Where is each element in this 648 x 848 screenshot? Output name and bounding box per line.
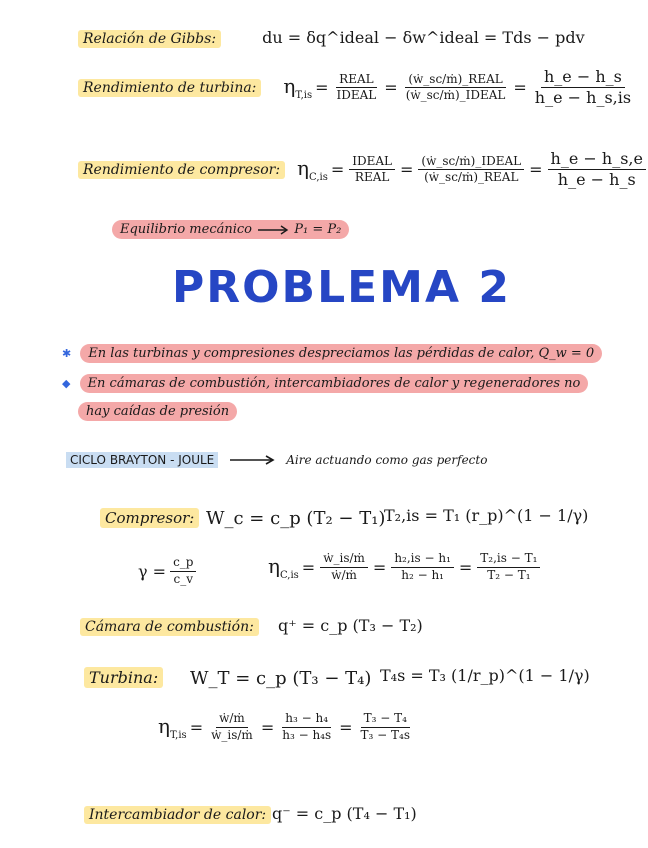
turbine-efficiency-label: Rendimiento de turbina: bbox=[78, 79, 261, 97]
turbine-eta: $\eta_{T,is}$ bbox=[283, 74, 313, 102]
turbine-isentropic-temp: T₄s = T₃ (1/r_p)^(1 − 1/γ) bbox=[380, 666, 590, 685]
gibbs-row bbox=[78, 28, 585, 47]
heat-exchanger-equation: q⁻ = c_p (T₄ − T₁) bbox=[272, 804, 417, 823]
turbine-frac-3: $\frac{h\_e - h\_s}{h\_e - h\_s,is}$ bbox=[534, 67, 632, 108]
compressor-label: Compresor: bbox=[100, 508, 199, 527]
compressor-eta-equation: $\eta_{C,is}$ = $\frac{\text{ẇ\_is/ṁ}}{\text{ẇ/ṁ}}$ = $\frac{\text{h₂,is − h₁}}{\text{h₂ − h₁}}$ = $\frac{\text{T₂,is − T₁}}{\text{T₂ − T₁}}$ bbox=[268, 552, 542, 583]
gibbs-equation: du = δq^ideal − δw^ideal = Tds − pdv bbox=[262, 28, 585, 47]
equilibrium-row bbox=[112, 218, 349, 237]
equilibrium-pill bbox=[112, 220, 349, 239]
star-bullet-icon: ✱ bbox=[62, 347, 72, 360]
compressor-frac-3: $\frac{h\_e - h\_s,e}{h\_e - h\_s}$ bbox=[548, 150, 646, 190]
turbine-efficiency-row: Rendimiento de turbina: $\eta_{T,is}$ = $\frac{\text{REAL}}{\text{IDEAL}}$ = $\frac{\text{(ẇ\_sc/ṁ)\_REAL}}{\text{(ẇ\_sc/ṁ)\_IDEAL}}$ = $\frac{h\_e - h\_s}{h\_e - h\_s,is}$ bbox=[78, 68, 636, 108]
gamma-definition: γ = $\frac{c\_p}{c\_v}$ bbox=[138, 556, 198, 587]
cycle-label: CICLO BRAYTON - JOULE bbox=[66, 452, 218, 468]
equilibrium-equation: P₁ = P₂ bbox=[294, 222, 342, 237]
compressor-efficiency-label: Rendimiento de compresor: bbox=[78, 161, 285, 179]
compressor-frac-1: $\frac{\text{IDEAL}}{\text{REAL}}$ bbox=[349, 155, 395, 186]
turbine-label: Turbina: bbox=[84, 668, 163, 687]
note-1: ✱ En las turbinas y compresiones despreciamos las pérdidas de calor, Q_w = 0 bbox=[62, 342, 602, 361]
compressor-eta: $\eta_{C,is}$ bbox=[297, 156, 328, 184]
cycle-row bbox=[66, 452, 487, 468]
combustion-chamber-equation: q⁺ = c_p (T₃ − T₂) bbox=[278, 616, 423, 635]
page-title: PROBLEMA 2 bbox=[172, 262, 511, 313]
combustion-chamber-label: Cámara de combustión: bbox=[80, 616, 259, 635]
diamond-bullet-icon: ◆ bbox=[62, 377, 71, 390]
turbine-work-equation: W_T = c_p (T₃ − T₄) bbox=[190, 668, 372, 689]
gibbs-label: Relación de Gibbs: bbox=[78, 30, 221, 48]
turbine-frac-2: $\frac{\text{(ẇ\_sc/ṁ)\_REAL}}{\text{(ẇ\_sc/ṁ)\_IDEAL}}$ bbox=[405, 71, 506, 103]
turbine-frac-1: $\frac{\text{REAL}}{\text{IDEAL}}$ bbox=[336, 71, 377, 103]
heat-exchanger-label: Intercambiador de calor: bbox=[84, 804, 271, 823]
arrow-right-icon bbox=[228, 455, 276, 465]
cycle-description: Aire actuando como gas perfecto bbox=[286, 453, 488, 467]
compressor-work-equation: W_c = c_p (T₂ − T₁) bbox=[206, 508, 386, 529]
compressor-efficiency-row: Rendimiento de compresor: $\eta_{C,is}$ = $\frac{\text{IDEAL}}{\text{REAL}}$ = $\frac{\text{(ẇ\_sc/ṁ)\_IDEAL}}{\text{(ẇ\_sc/ṁ)\_REAL}}$ = $\frac{h\_e - h\_s,e}{h\_e - h\_s}$ bbox=[78, 150, 648, 190]
note-2-cont: hay caídas de presión bbox=[78, 400, 237, 419]
compressor-frac-2: $\frac{\text{(ẇ\_sc/ṁ)\_IDEAL}}{\text{(ẇ\_sc/ṁ)\_REAL}}$ bbox=[418, 155, 524, 186]
turbine-eta-equation: $\eta_{T,is}$ = $\frac{\text{ẇ/ṁ}}{\text{ẇ\_is/ṁ}}$ = $\frac{\text{h₃ − h₄}}{\text{h₃ − h₄s}}$ = $\frac{\text{T₃ − T₄}}{\text{T₃ − T₄s}}$ bbox=[158, 711, 411, 742]
arrow-right-icon bbox=[256, 225, 290, 235]
note-2: ◆ En cámaras de combustión, intercambiadores de calor y regeneradores no bbox=[62, 372, 588, 391]
compressor-isentropic-temp: T₂,is = T₁ (r_p)^(1 − 1/γ) bbox=[384, 506, 589, 525]
equilibrium-label: Equilibrio mecánico bbox=[120, 222, 252, 237]
